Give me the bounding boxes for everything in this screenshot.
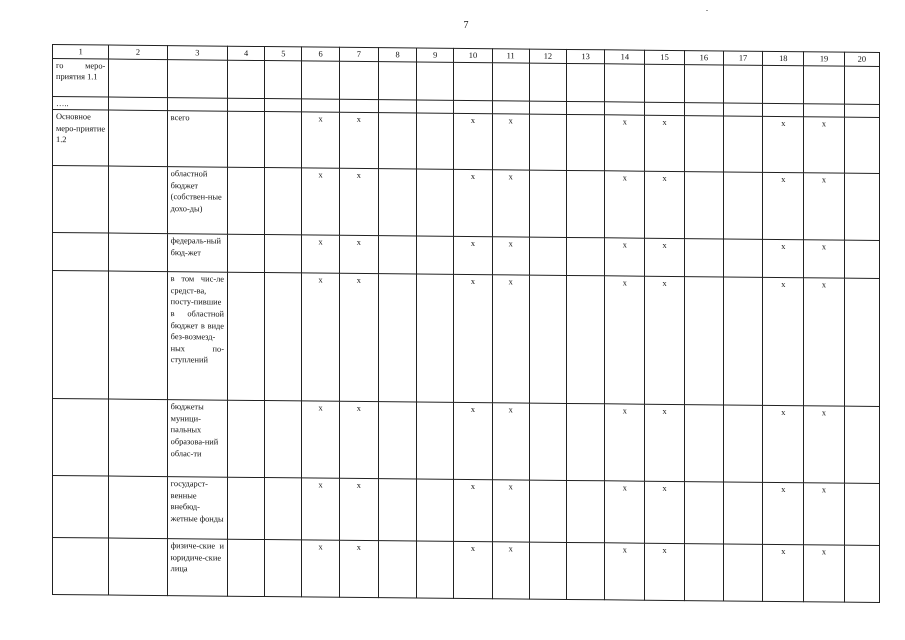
- mark-cell: х: [339, 478, 378, 540]
- table-cell: [53, 233, 109, 272]
- table-cell: [723, 277, 762, 405]
- mark-cell: х: [645, 404, 684, 481]
- mark-cell: х: [645, 115, 684, 171]
- table-cell: [378, 479, 416, 541]
- column-header: 17: [723, 51, 762, 65]
- mark-cell: х: [454, 237, 492, 275]
- column-header: 20: [844, 52, 879, 66]
- table-cell: [567, 238, 605, 276]
- table-cell: [228, 477, 265, 539]
- mark-cell: х: [339, 273, 378, 401]
- cont-label: го меро-приятия 1.1: [53, 58, 109, 97]
- mark-cell: х: [804, 406, 844, 483]
- table-cell: [228, 234, 265, 272]
- table-cell: [109, 399, 167, 477]
- mark-cell: х: [339, 401, 378, 478]
- table-cell: [529, 403, 566, 480]
- table-cell: [109, 59, 167, 98]
- mark-cell: х: [645, 543, 684, 600]
- table-cell: [53, 476, 109, 539]
- mark-cell: х: [763, 483, 804, 545]
- table-cell: [417, 479, 454, 541]
- table-row: [53, 476, 880, 546]
- table-row: [53, 271, 880, 407]
- table-cell: [109, 538, 167, 596]
- table-cell: [684, 116, 723, 172]
- mark-cell: х: [454, 403, 492, 480]
- table-cell: [302, 60, 339, 98]
- table-cell: [723, 172, 762, 239]
- table-cell: [567, 481, 605, 543]
- table-cell: [339, 99, 378, 113]
- mark-cell: х: [492, 170, 529, 237]
- column-header: 7: [339, 47, 378, 61]
- table-cell: [265, 112, 302, 168]
- table-cell: [53, 271, 109, 400]
- mark-cell: х: [302, 112, 339, 168]
- table-row: [53, 110, 880, 174]
- mark-cell: х: [605, 481, 645, 543]
- table-cell: [567, 543, 605, 600]
- column-header: 2: [109, 45, 167, 59]
- mark-cell: х: [804, 173, 844, 240]
- table-cell: [265, 98, 302, 112]
- mark-cell: х: [492, 237, 529, 275]
- mark-cell: х: [645, 238, 684, 276]
- table-cell: [723, 544, 762, 601]
- column-header: 9: [417, 48, 454, 62]
- table-cell: [228, 167, 265, 234]
- table-cell: [109, 233, 167, 272]
- table-cell: [265, 60, 302, 98]
- column-header: 8: [378, 48, 416, 62]
- mark-cell: х: [492, 542, 529, 599]
- table-cell: [844, 278, 879, 406]
- mark-cell: х: [339, 235, 378, 273]
- table-cell: [53, 166, 109, 234]
- mark-cell: х: [763, 117, 804, 173]
- table-cell: [417, 541, 454, 598]
- table-cell: [529, 275, 566, 403]
- mark-cell: х: [492, 114, 529, 170]
- table-cell: [723, 116, 762, 172]
- budget-table: [52, 44, 880, 603]
- table-body: [53, 45, 880, 603]
- table-cell: [109, 110, 167, 167]
- column-header: 13: [567, 49, 605, 63]
- table-cell: [723, 405, 762, 482]
- column-header: 16: [684, 51, 723, 65]
- funding-source: областной бюджет (собствен-ные дохо-ды): [167, 167, 227, 235]
- table-cell: [265, 401, 302, 478]
- table-row: [53, 538, 880, 603]
- page-number: 7: [463, 20, 469, 31]
- mark-cell: х: [605, 404, 645, 481]
- mark-cell: х: [645, 276, 684, 404]
- table-row: [53, 166, 880, 241]
- table-cell: [109, 476, 167, 539]
- table-cell: [378, 113, 416, 169]
- funding-source: бюджеты муници-пальных образова-ний облас-ти: [167, 400, 227, 478]
- mark-cell: х: [454, 114, 492, 170]
- table-cell: [529, 237, 566, 275]
- mark-cell: х: [339, 168, 378, 235]
- mark-cell: х: [645, 171, 684, 238]
- mark-cell: х: [605, 238, 645, 276]
- table-cell: [844, 240, 879, 278]
- table-cell: [529, 170, 566, 237]
- table-cell: [454, 100, 492, 114]
- table-cell: [109, 97, 167, 111]
- table-cell: [228, 400, 265, 477]
- ellipsis: …..: [53, 96, 109, 110]
- mark-cell: х: [302, 401, 339, 478]
- table-cell: [723, 65, 762, 103]
- table-cell: [567, 404, 605, 481]
- mark-cell: х: [763, 545, 804, 602]
- table-cell: [339, 61, 378, 99]
- mark-cell: х: [302, 478, 339, 540]
- table-row: [53, 399, 880, 484]
- table-cell: [763, 65, 804, 103]
- table-cell: [228, 111, 265, 167]
- table-cell: [378, 402, 416, 479]
- table-cell: [684, 102, 723, 116]
- table-cell: [417, 62, 454, 100]
- table-cell: [492, 62, 529, 100]
- table-cell: [804, 65, 844, 103]
- table-cell: [844, 545, 879, 602]
- mark-cell: х: [492, 480, 529, 542]
- table-cell: [844, 483, 879, 545]
- column-header: 10: [454, 48, 492, 62]
- column-header: 18: [763, 51, 804, 65]
- mark-cell: х: [763, 173, 804, 240]
- table-cell: [684, 172, 723, 239]
- mark-cell: х: [339, 540, 378, 597]
- table-cell: [605, 101, 645, 115]
- column-header: 3: [167, 46, 227, 60]
- mark-cell: х: [492, 403, 529, 480]
- mark-cell: х: [454, 275, 492, 403]
- mark-cell: х: [804, 117, 844, 173]
- funding-source: федераль-ный бюд-жет: [167, 234, 227, 273]
- table-cell: [684, 239, 723, 277]
- table-cell: [844, 173, 879, 240]
- table-cell: [844, 104, 879, 118]
- table-cell: [844, 117, 879, 173]
- table-cell: [109, 166, 167, 234]
- column-header: 5: [265, 47, 302, 61]
- table-cell: [723, 239, 762, 277]
- mark-cell: х: [454, 170, 492, 237]
- table-cell: [529, 101, 566, 115]
- table-cell: [844, 406, 879, 483]
- mark-cell: х: [302, 235, 339, 273]
- table-cell: [567, 63, 605, 101]
- table-cell: [723, 103, 762, 117]
- table-cell: [844, 66, 879, 104]
- funding-source: в том чис-ле средст-ва, посту-пившие в областной бюджет в виде без-возмезд-ных по-ступлений: [167, 272, 227, 401]
- table-cell: [684, 64, 723, 102]
- table-cell: [684, 544, 723, 601]
- table-cell: [265, 540, 302, 597]
- scan-speck: [706, 10, 708, 11]
- column-header: 19: [804, 52, 844, 66]
- column-header: 15: [645, 50, 684, 64]
- table-cell: [53, 538, 109, 596]
- table-cell: [529, 480, 566, 542]
- table-cell: [645, 64, 684, 102]
- table-cell: [417, 100, 454, 114]
- table-cell: [109, 271, 167, 400]
- mark-cell: х: [804, 240, 844, 278]
- event-title: Основное меро-приятие 1.2: [53, 110, 109, 167]
- table-cell: [492, 100, 529, 114]
- table-cell: [529, 114, 566, 170]
- table-cell: [265, 478, 302, 540]
- funding-source: физиче-ские и юридиче-ские лица: [167, 539, 227, 597]
- table-cell: [228, 539, 265, 596]
- column-header: 11: [492, 49, 529, 63]
- table-cell: [454, 62, 492, 100]
- table-cell: [684, 405, 723, 482]
- table-cell: [378, 169, 416, 236]
- table-cell: [378, 236, 416, 274]
- table-cell: [763, 103, 804, 117]
- mark-cell: х: [804, 278, 844, 406]
- mark-cell: х: [605, 543, 645, 600]
- table-cell: [529, 542, 566, 599]
- mark-cell: х: [763, 240, 804, 278]
- table-cell: [417, 113, 454, 169]
- mark-cell: х: [302, 540, 339, 597]
- table-cell: [167, 97, 227, 111]
- column-header: 1: [53, 45, 109, 59]
- table-cell: [417, 274, 454, 402]
- table-cell: [302, 98, 339, 112]
- mark-cell: х: [804, 483, 844, 545]
- table-cell: [417, 236, 454, 274]
- table-cell: [265, 273, 302, 401]
- mark-cell: х: [454, 542, 492, 599]
- mark-cell: х: [492, 275, 529, 403]
- table-cell: [567, 276, 605, 404]
- table-cell: [804, 103, 844, 117]
- column-header: 14: [605, 50, 645, 64]
- column-header: 4: [228, 46, 265, 60]
- mark-cell: х: [339, 112, 378, 168]
- table-cell: [228, 98, 265, 112]
- mark-cell: х: [763, 406, 804, 483]
- mark-cell: х: [302, 168, 339, 235]
- mark-cell: х: [605, 115, 645, 171]
- mark-cell: х: [763, 278, 804, 406]
- mark-cell: х: [302, 273, 339, 401]
- table-cell: [723, 482, 762, 544]
- table-cell: [167, 59, 227, 98]
- column-header: 6: [302, 47, 339, 61]
- table-cell: [265, 168, 302, 235]
- table-cell: [567, 101, 605, 115]
- table-cell: [605, 63, 645, 101]
- table-cell: [228, 60, 265, 98]
- table-cell: [53, 399, 109, 477]
- table-cell: [684, 277, 723, 405]
- funding-source: всего: [167, 111, 227, 168]
- table-cell: [645, 102, 684, 116]
- table-cell: [567, 115, 605, 171]
- mark-cell: х: [454, 480, 492, 542]
- funding-source: государст-венные внебюд-жетные фонды: [167, 477, 227, 540]
- mark-cell: х: [605, 276, 645, 404]
- mark-cell: х: [645, 481, 684, 543]
- column-header: 12: [529, 49, 566, 63]
- table-cell: [378, 274, 416, 402]
- table-cell: [378, 99, 416, 113]
- table-cell: [417, 169, 454, 236]
- table-cell: [228, 272, 265, 400]
- table-cell: [529, 63, 566, 101]
- table-cell: [417, 402, 454, 479]
- table-cell: [378, 61, 416, 99]
- mark-cell: х: [804, 545, 844, 602]
- table-cell: [684, 482, 723, 544]
- table-cell: [378, 541, 416, 598]
- table-cell: [567, 171, 605, 238]
- table-cell: [265, 235, 302, 273]
- mark-cell: х: [605, 171, 645, 238]
